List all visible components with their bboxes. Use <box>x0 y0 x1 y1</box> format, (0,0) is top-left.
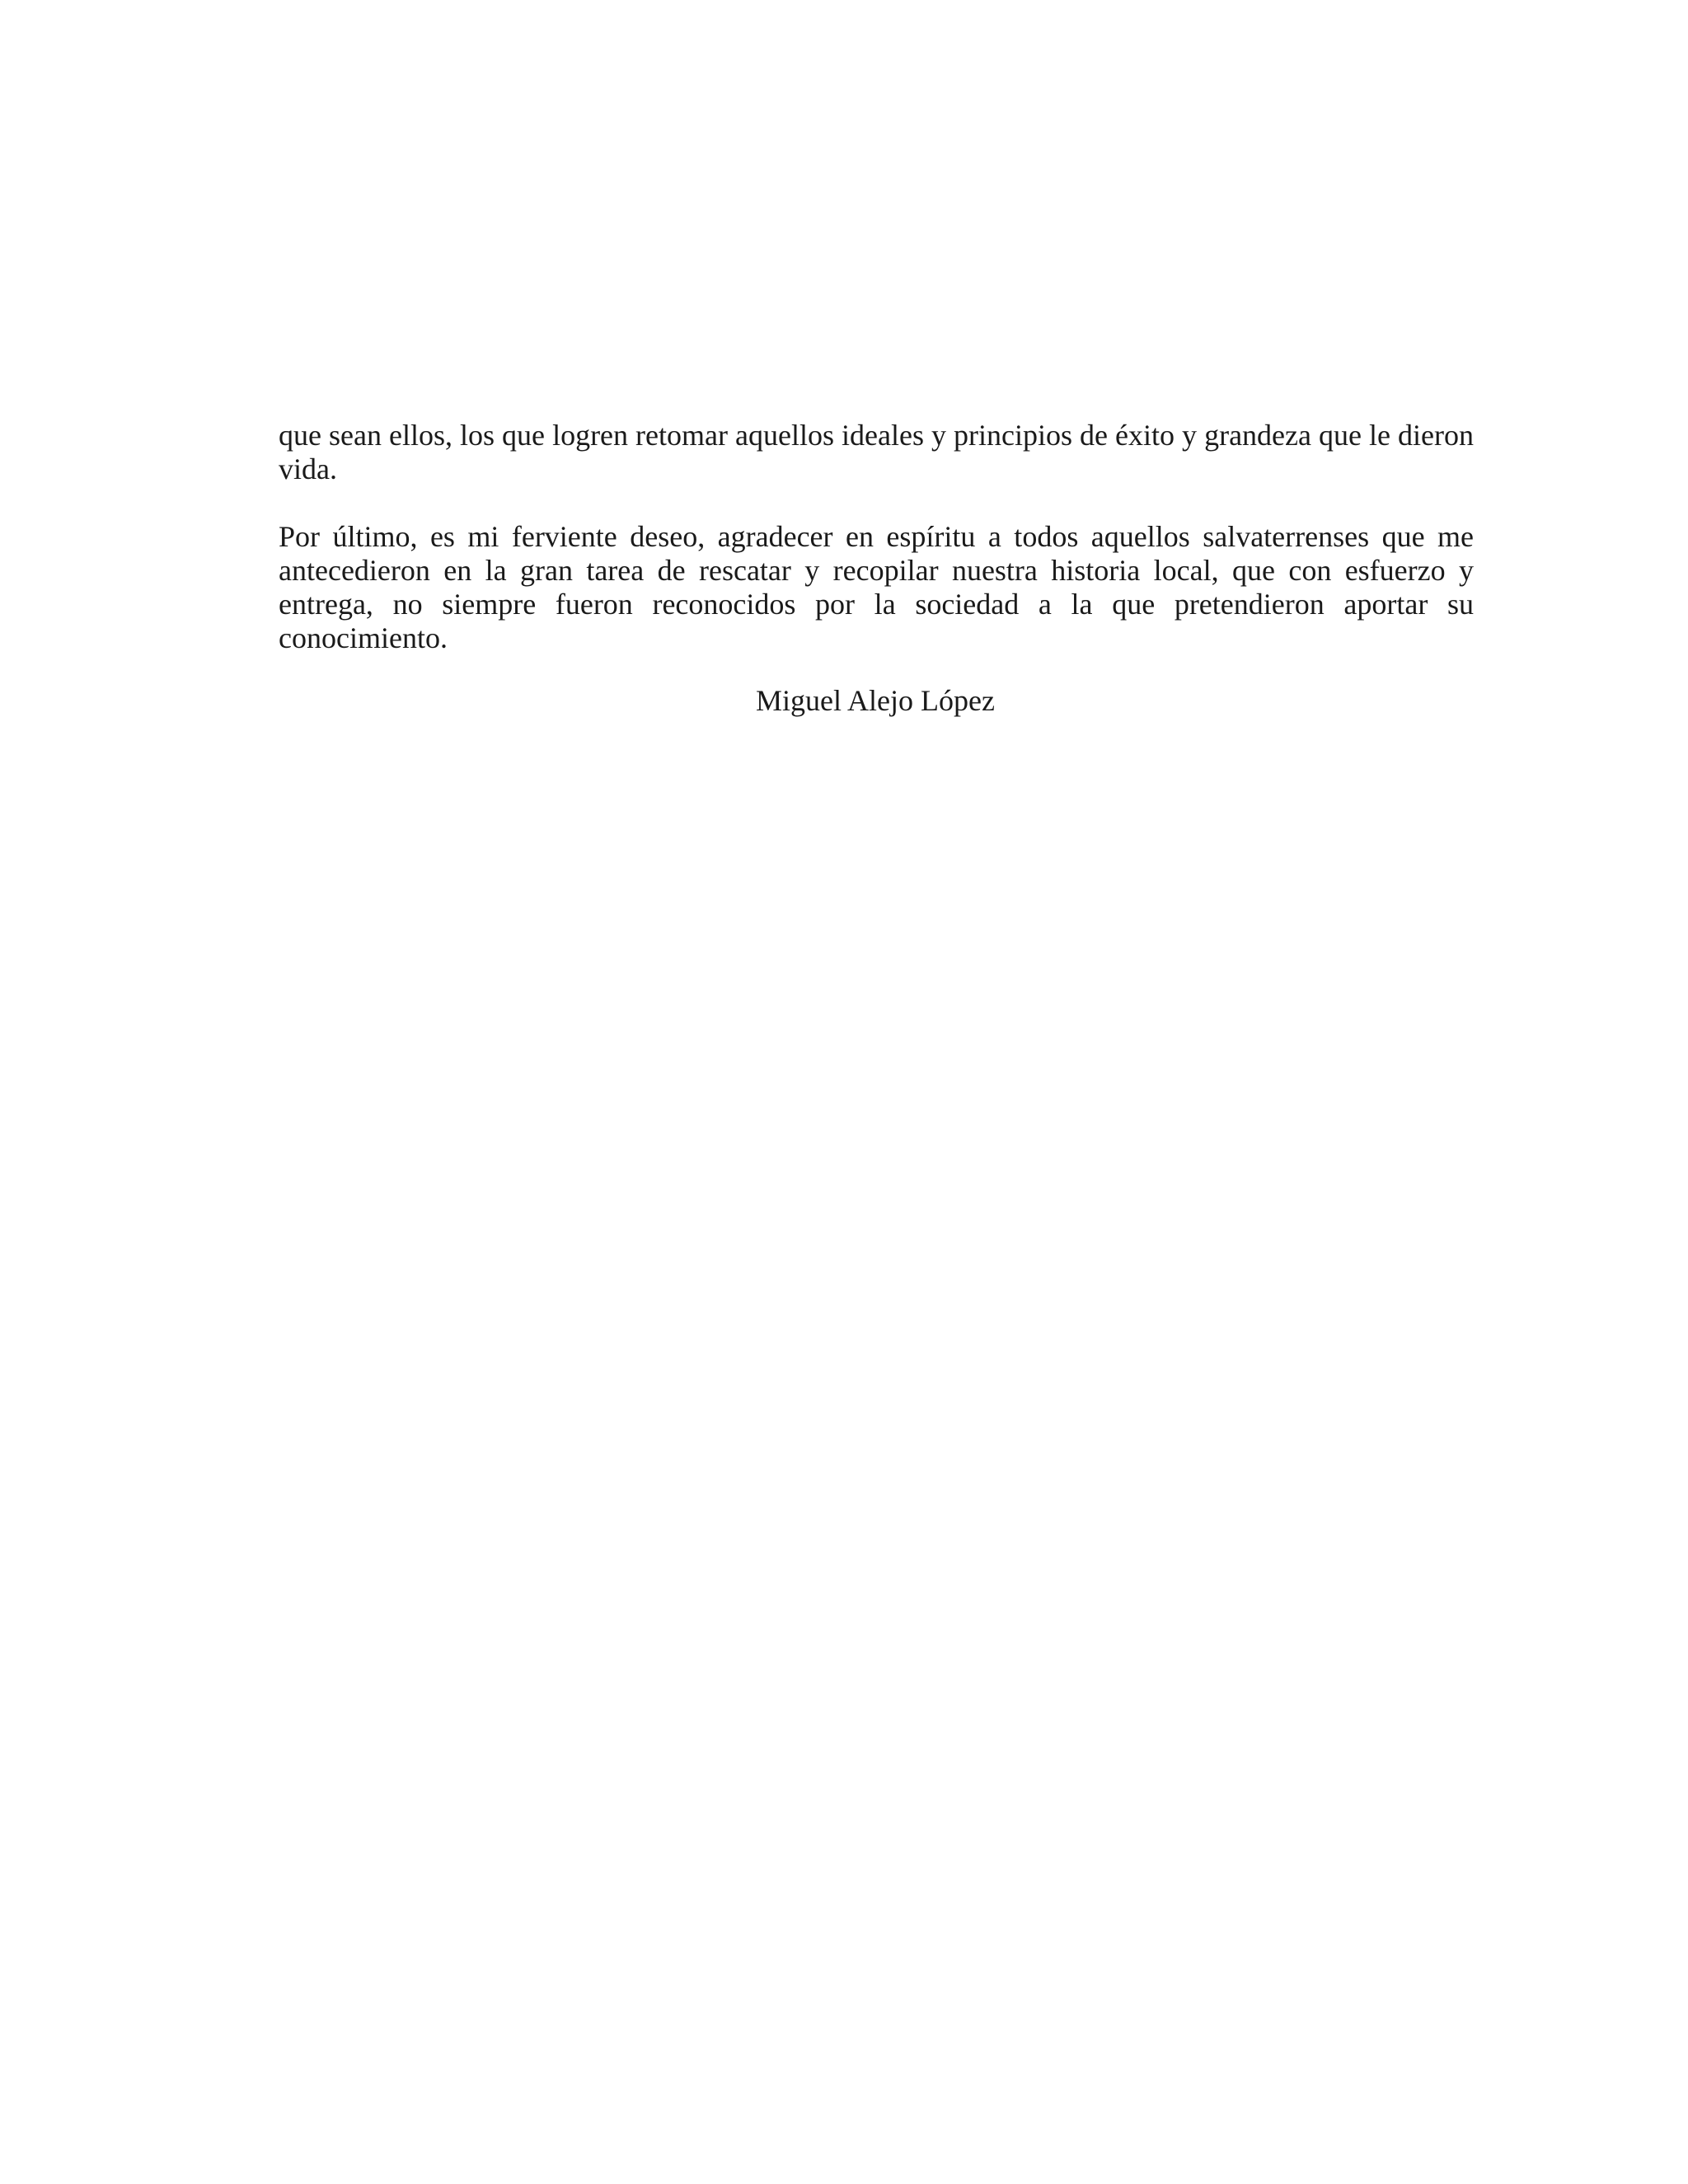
paragraph-1: que sean ellos, los que logren retomar aquellos ideales y principios de éxito y grandeza que le dieron vida. <box>279 419 1474 485</box>
author-signature: Miguel Alejo López <box>756 684 995 717</box>
paragraph-spacer <box>279 486 1474 520</box>
body-text <box>279 419 1474 655</box>
paragraph-2: Por último, es mi ferviente deseo, agradecer en espíritu a todos aquellos salvaterrenses que me antecedieron en la gran tarea de rescatar y recopilar nuestra historia local, que con esfuerzo y entrega, no siempre fueron reconocidos por la sociedad a la que pretendieron aportar su conocimiento. <box>279 520 1474 654</box>
